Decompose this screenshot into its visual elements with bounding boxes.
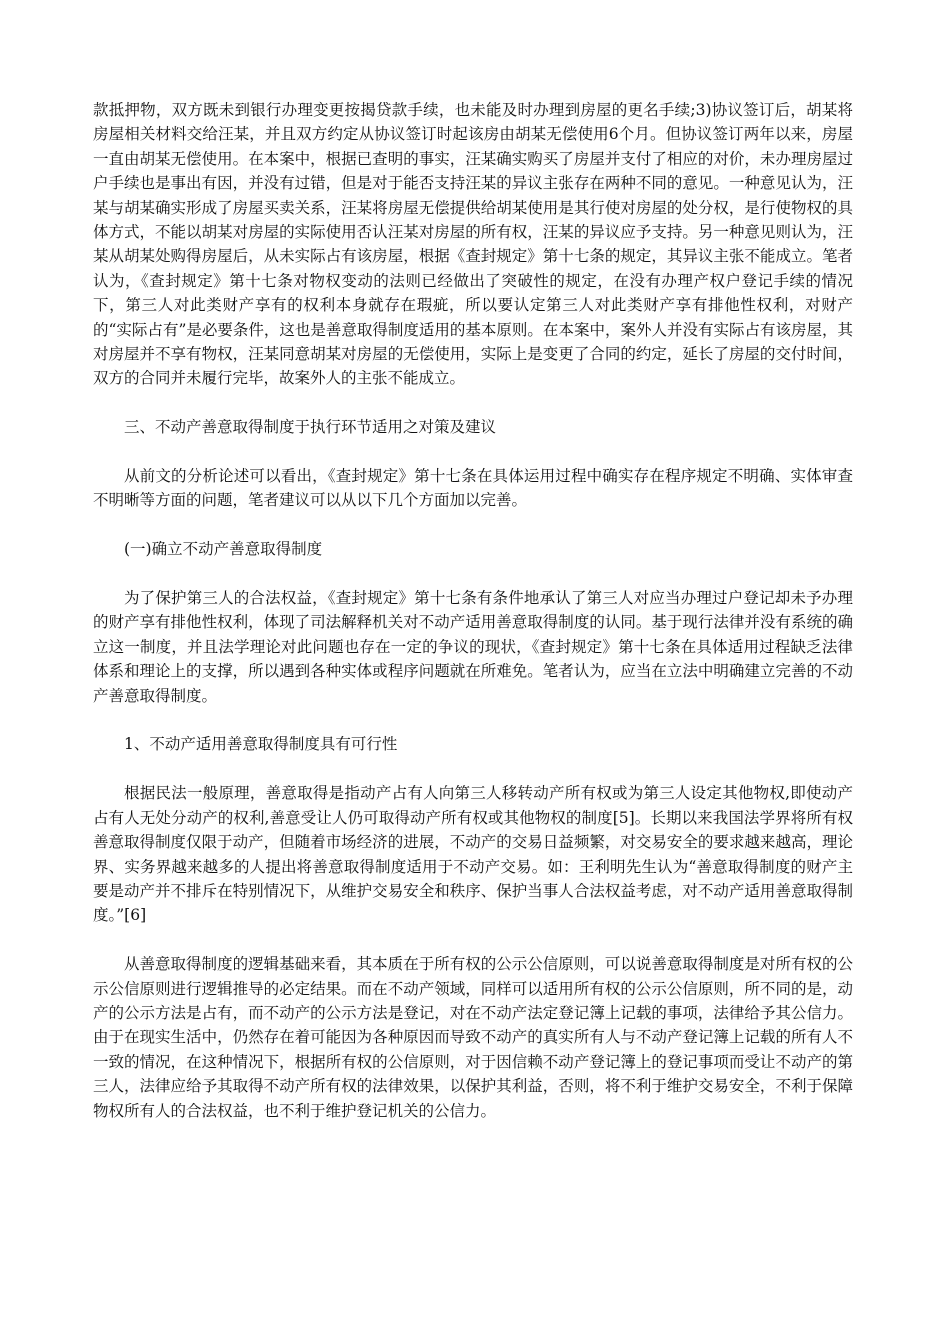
- paragraph-case-continuation: 款抵押物，双方既未到银行办理变更按揭贷款手续，也未能及时办理到房屋的更名手续;3)协议签订后，胡某将房屋相关材料交给汪某，并且双方约定从协议签订时起该房由胡某无偿使用6个月。但协议签订两年以来，房屋一直由胡某无偿使用。在本案中，根据已查明的事实，汪某确实购买了房屋并支付了相应的对价，未办理房屋过户手续也是事出有因，并没有过错，但是对于能否支持汪某的异议主张存在两种不同的意见。一种意见认为，汪某与胡某确实形成了房屋买卖关系，汪某将房屋无偿提供给胡某使用是其行使对房屋的处分权，是行使物权的具体方式，不能以胡某对房屋的实际使用否认汪某对房屋的所有权，汪某的异议应予支持。另一种意见则认为，汪某从胡某处购得房屋后，从未实际占有该房屋，根据《查封规定》第十七条的规定，其异议主张不能成立。笔者认为，《查封规定》第十七条对物权变动的法则已经做出了突破性的规定，在没有办理产权户登记手续的情况下，第三人对此类财产享有的权利本身就存在瑕疵，所以要认定第三人对此类财产享有排他性权利，对财产的“实际占有”是必要条件，这也是善意取得制度适用的基本原则。在本案中，案外人并没有实际占有该房屋，其对房屋并不享有物权，汪某同意胡某对房屋的无偿使用，实际上是变更了合同的约定，延长了房屋的交付时间，双方的合同并未履行完毕，故案外人的主张不能成立。: [93, 101, 853, 388]
- paragraph-logical-basis: 从善意取得制度的逻辑基础来看，其本质在于所有权的公示公信原则，可以说善意取得制度是对所有权的公示公信原则进行逻辑推导的必定结果。而在不动产领域，同样可以适用所有权的公示公信原则，所不同的是，动产的公示方法是占有，而不动产的公示方法是登记，对在不动产法定登记簿上记载的事项，法律给予其公信力。由于在现实生活中，仍然存在着可能因为各种原因而导致不动产的真实所有人与不动产登记簿上记载的所有人不一致的情况，在这种情况下，根据所有权的公信原则，对于因信赖不动产登记簿上的登记事项而受让不动产的第三人，法律应给予其取得不动产所有权的法律效果，以保护其利益，否则，将不利于维护交易安全，不利于保障物权所有人的合法权益，也不利于维护登记机关的公信力。: [93, 955, 853, 1120]
- section-heading-three: 三、不动产善意取得制度于执行环节适用之对策及建议: [124, 418, 497, 437]
- paragraph-intro-suggestions: 从前文的分析论述可以看出，《查封规定》第十七条在具体运用过程中确实存在程序规定不明确、实体审查不明晰等方面的问题，笔者建议可以从以下几个方面加以完善。: [93, 467, 853, 510]
- paragraph-protect-third-party: 为了保护第三人的合法权益，《查封规定》第十七条有条件地承认了第三人对应当办理过户登记却未予办理的财产享有排他性权利，体现了司法解释机关对不动产适用善意取得制度的认同。基于现行法律并没有系统的确立这一制度，并且法学理论对此问题也存在一定的争议的现状，《查封规定》第十七条在具体适用过程缺乏法律体系和理论上的支撑，所以遇到各种实体或程序问题就在所难免。笔者认为，应当在立法中明确建立完善的不动产善意取得制度。: [93, 589, 853, 705]
- document-page: [93, 98, 853, 1123]
- point-heading-feasibility: 1、不动产适用善意取得制度具有可行性: [124, 735, 398, 754]
- subsection-heading-one: (一)确立不动产善意取得制度: [124, 540, 323, 559]
- paragraph-civil-law-principle: 根据民法一般原理，善意取得是指动产占有人向第三人移转动产所有权或为第三人设定其他物权,即使动产占有人无处分动产的权利,善意受让人仍可取得动产所有权或其他物权的制度[5]。长期以来我国法学界将所有权善意取得制度仅限于动产，但随着市场经济的进展，不动产的交易日益频繁，对交易安全的要求越来越高，理论界、实务界越来越多的人提出将善意取得制度适用于不动产交易。如：王利明先生认为“善意取得制度的财产主要是动产并不排斥在特别情况下，从维护交易安全和秩序、保护当事人合法权益考虑，对不动产适用善意取得制度。”[6]: [93, 784, 853, 925]
